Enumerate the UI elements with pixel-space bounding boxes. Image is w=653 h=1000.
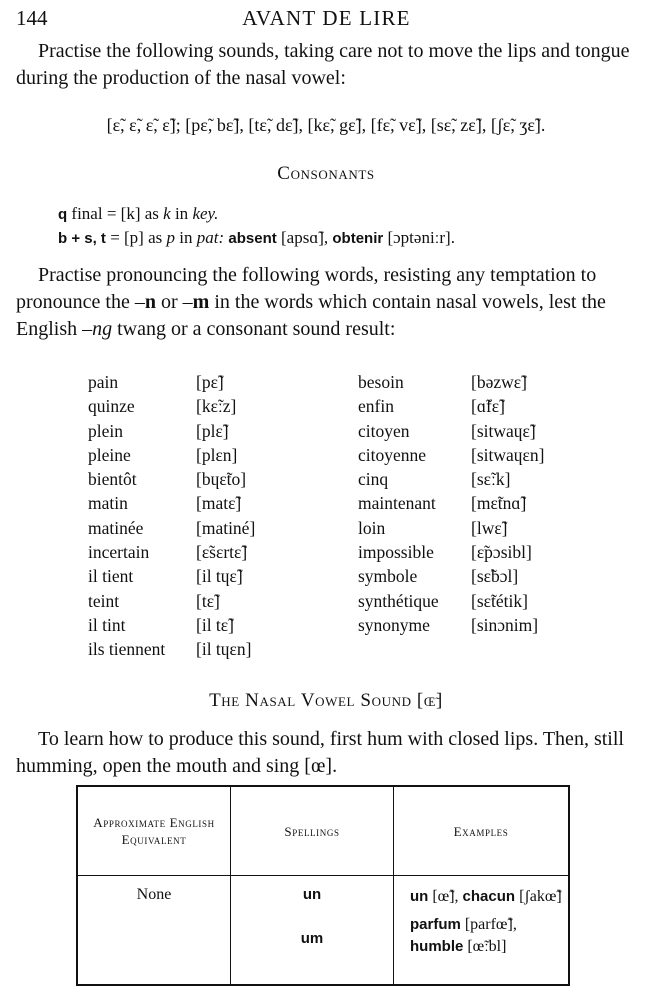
word: teint — [88, 590, 120, 611]
list-item — [88, 370, 328, 394]
page-number: 144 — [16, 6, 48, 30]
list-item — [358, 589, 618, 613]
page-header — [16, 6, 637, 32]
examples-cell — [394, 876, 570, 986]
ipa: [ɛ̃sɛrtɛ̃] — [196, 542, 248, 563]
word: il tient — [88, 566, 134, 587]
word: matin — [88, 493, 128, 514]
ipa: [tɛ̃] — [196, 590, 220, 611]
list-item — [88, 419, 328, 443]
list-item — [358, 613, 618, 637]
ipa: [lwɛ̃] — [471, 517, 508, 538]
ipa: [bəzwɛ̃] — [471, 372, 527, 392]
example-word: un — [410, 888, 429, 905]
example-entry — [400, 886, 562, 908]
example-word: absent — [228, 230, 277, 247]
word: matinée — [88, 517, 144, 538]
ipa: [il tɥɛn] — [196, 639, 252, 660]
ipa: [ɑ̃fɛ̃] — [471, 396, 505, 417]
col-examples-header: Examples — [394, 786, 570, 876]
col-equivalent-header: Approximate English Equivalent — [77, 786, 231, 876]
equivalent-cell: None — [77, 876, 231, 986]
list-item — [88, 516, 328, 540]
word: pleine — [88, 444, 131, 465]
list-item — [88, 394, 328, 418]
word: incertain — [88, 542, 150, 563]
word-list-right — [358, 370, 618, 637]
word: ils tiennent — [88, 639, 166, 660]
col-spellings-header: Spellings — [231, 786, 394, 876]
list-item — [88, 637, 328, 661]
rule-q-final: q final = [k] as k in key. — [58, 204, 219, 223]
ipa: [sitwaɥɛn] — [471, 444, 545, 465]
word: citoyenne — [358, 444, 427, 465]
word: synonyme — [358, 614, 430, 635]
word: impossible — [358, 542, 434, 563]
ipa: [sɛ̃tétik] — [471, 590, 528, 611]
word: besoin — [358, 372, 404, 392]
list-item — [88, 491, 328, 515]
ipa: [il tɥɛ̃] — [196, 566, 243, 587]
ipa: [mɛ̃tnɑ̃] — [471, 493, 527, 514]
word: enfin — [358, 396, 394, 417]
practise-sounds: [ɛ̃, ɛ̃, ɛ̃, ɛ̃]; [pɛ̃, bɛ̃], [tɛ̃, dɛ̃], [kɛ̃, gɛ̃], [fɛ̃, vɛ̃], [sɛ̃, zɛ̃], [ʃɛ̃, ʒɛ̃]. — [106, 115, 546, 135]
word: citoyen — [358, 420, 410, 441]
list-item — [88, 613, 328, 637]
ipa: [œ̃ːbl] — [463, 938, 507, 955]
ipa: [kɛ̃ːz] — [196, 396, 237, 417]
list-item — [358, 564, 618, 588]
word: cinq — [358, 469, 389, 490]
ipa: [sitwaɥɛ̃] — [471, 420, 536, 441]
list-item — [358, 516, 618, 540]
ipa: [ɛ̃pɔsibl] — [471, 542, 532, 563]
list-item — [358, 370, 618, 394]
ipa: [plɛn] — [196, 444, 238, 465]
ipa: [œ̃], — [428, 888, 463, 905]
word: il tint — [88, 614, 126, 635]
list-item — [358, 540, 618, 564]
rule-letter: q — [58, 206, 68, 223]
example-word: humble — [410, 938, 464, 955]
consonants-heading: Consonants — [277, 163, 375, 184]
table-header-row — [77, 786, 569, 876]
example-word: parfum — [410, 916, 461, 933]
word-list-left — [88, 370, 328, 662]
ipa: [parfœ̃], — [460, 916, 517, 933]
list-item — [358, 394, 618, 418]
example-word: chacun — [462, 888, 516, 905]
spellings-table — [76, 785, 570, 986]
nasal-instruction: To learn how to produce this sound, first hum with closed lips. Then, still humming, open the mouth and sing [œ]. — [16, 728, 624, 777]
rule-letter: b + s, t — [58, 230, 106, 247]
spellings-cell — [231, 876, 394, 986]
list-item — [88, 443, 328, 467]
rule-bst: b + s, t = [p] as p in pat: absent [apsɑ̃], obtenir [ɔptəniːr]. — [58, 228, 455, 247]
running-title: AVANT DE LIRE — [242, 6, 411, 30]
ipa: [sinɔnim] — [471, 614, 539, 635]
ipa: [sɛ̃ːk] — [471, 469, 511, 490]
ipa: [matiné] — [196, 517, 256, 538]
ipa: [plɛ̃] — [196, 420, 229, 441]
list-item — [358, 419, 618, 443]
ipa: [bɥɛ̃to] — [196, 469, 247, 490]
ipa: [sɛ̃bɔl] — [471, 566, 519, 587]
list-item — [88, 540, 328, 564]
ipa: [il tɛ̃] — [196, 614, 234, 635]
ipa: [matɛ̃] — [196, 493, 242, 514]
word: symbole — [358, 566, 418, 587]
word: synthétique — [358, 590, 439, 611]
list-item — [88, 589, 328, 613]
word: quinze — [88, 396, 135, 417]
word: maintenant — [358, 493, 436, 514]
example-word: obtenir — [332, 230, 384, 247]
ipa: [pɛ̃] — [196, 372, 224, 392]
list-item — [358, 443, 618, 467]
nasal-vowel-heading: The Nasal Vowel Sound [œ̃] — [209, 690, 443, 711]
word: plein — [88, 420, 123, 441]
spelling: un — [302, 886, 322, 903]
list-item — [88, 467, 328, 491]
list-item — [88, 564, 328, 588]
list-item — [358, 491, 618, 515]
spelling: um — [300, 930, 324, 947]
list-item — [358, 467, 618, 491]
word: loin — [358, 517, 386, 538]
word: bientôt — [88, 469, 137, 490]
table-row — [77, 876, 569, 986]
pronounce-paragraph: Practise pronouncing the following words, resisting any temptation to pronounce the –n or –m in the words which contain nasal vowels, lest the English –ng twang or a consonant sound result: — [16, 264, 606, 340]
ipa: [ʃakœ̃] — [515, 888, 562, 905]
word: pain — [88, 372, 119, 392]
practise-intro: Practise the following sounds, taking care not to move the lips and tongue during the production of the nasal vowel: — [16, 40, 630, 89]
example-entry — [400, 914, 562, 958]
